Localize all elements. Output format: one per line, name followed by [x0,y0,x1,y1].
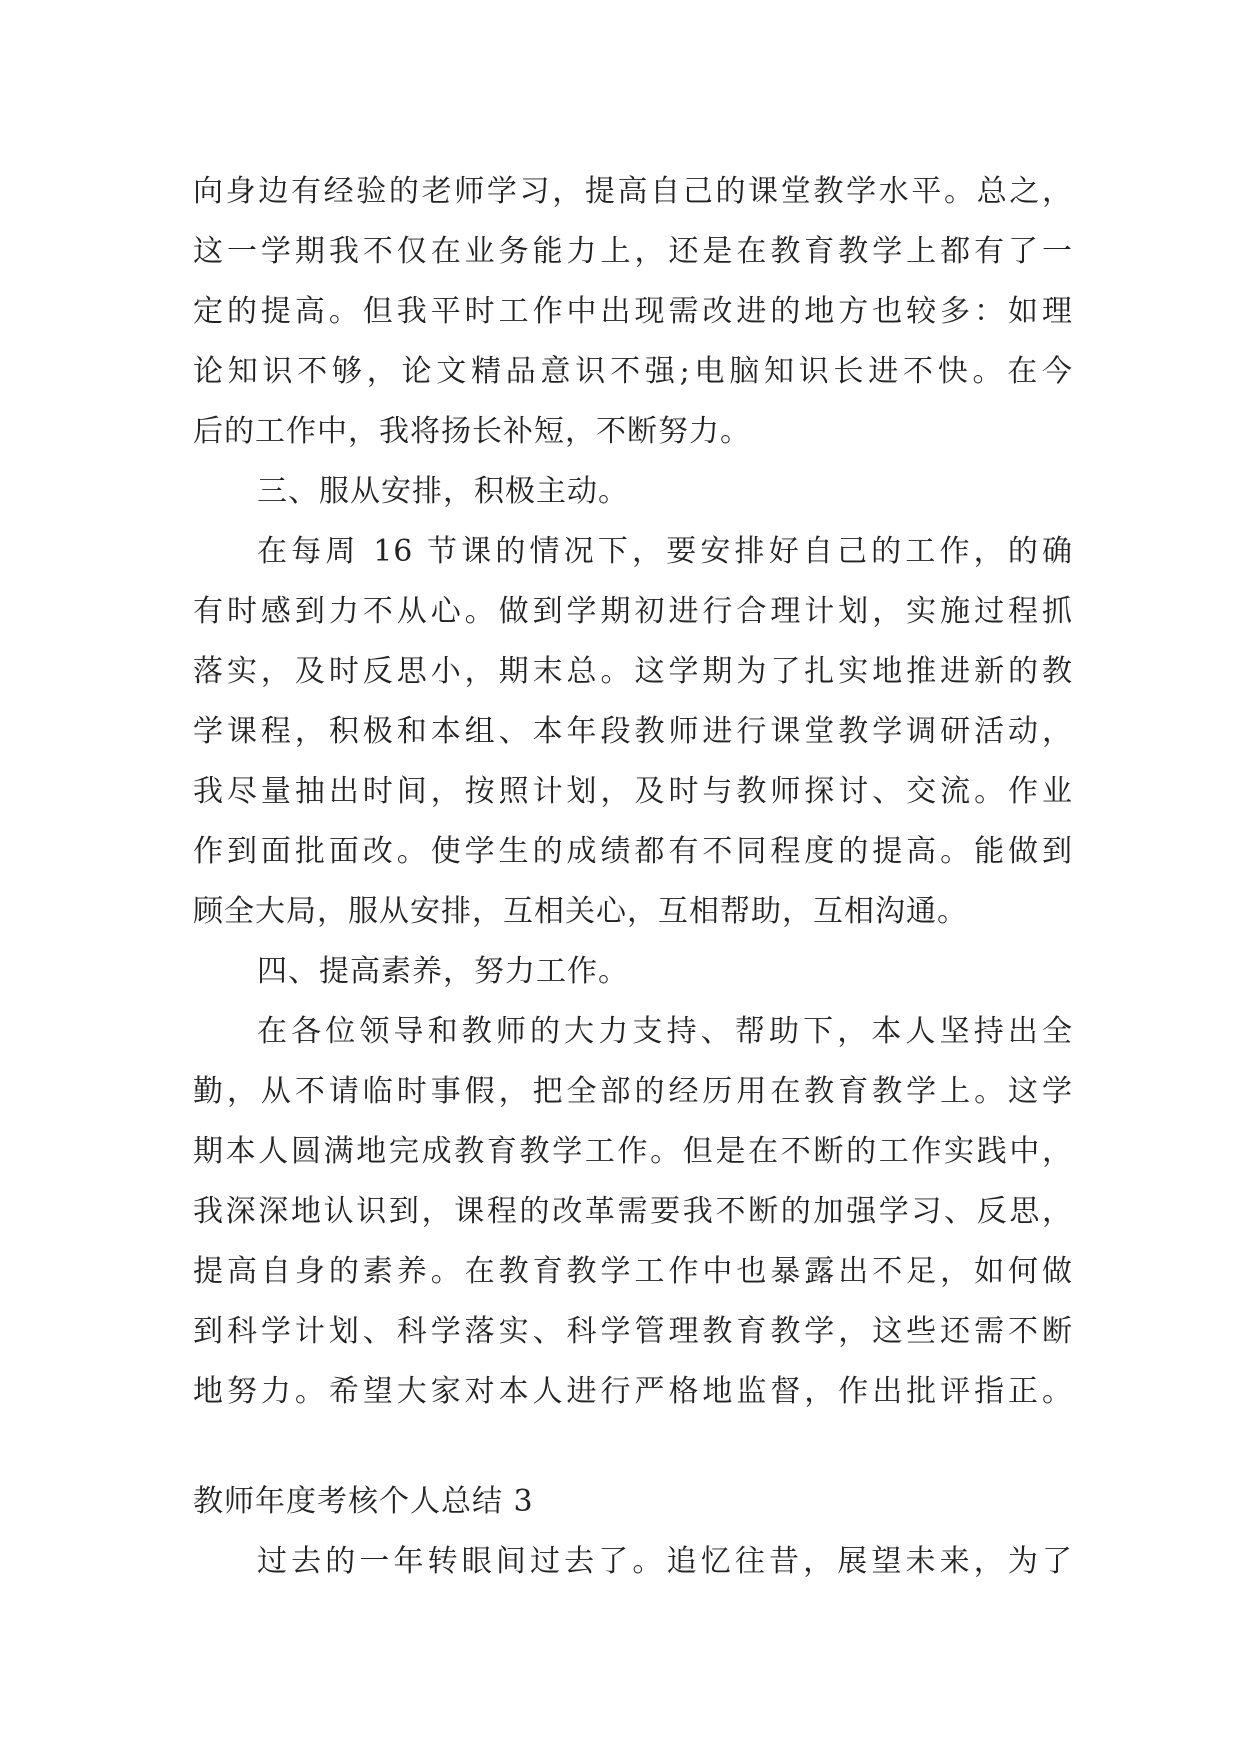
paragraph-line: 后的工作中，我将扬长补短，不断努力。 [193,414,751,449]
paragraph-line: 定的提高。但我平时工作中出现需改进的地方也较多：如理 [193,294,1073,329]
paragraph-line: 我尽量抽出时间，按照计划，及时与教师探讨、交流。作业 [193,774,1073,809]
paragraph-line: 提高自身的素养。在教育教学工作中也暴露出不足，如何做 [193,1254,1073,1289]
paragraph-line: 在各位领导和教师的大力支持、帮助下，本人坚持出全 [257,1014,1073,1049]
section-heading: 三、服从安排，积极主动。 [257,474,629,509]
paragraph-line: 落实，及时反思小，期末总。这学期为了扎实地推进新的教 [193,654,1073,689]
paragraph-line: 论知识不够，论文精品意识不强;电脑知识长进不快。在今 [193,354,1073,389]
paragraph-line: 顾全大局，服从安排，互相关心，互相帮助，互相沟通。 [193,894,968,929]
paragraph-line: 勤，从不请临时事假，把全部的经历用在教育教学上。这学 [193,1074,1073,1109]
paragraph-line: 到科学计划、科学落实、科学管理教育教学，这些还需不断 [193,1314,1073,1349]
section-heading: 四、提高素养，努力工作。 [257,954,629,989]
paragraph-line: 学课程，积极和本组、本年段教师进行课堂教学调研活动， [193,714,1073,749]
paragraph-line: 期本人圆满地完成教育教学工作。但是在不断的工作实践中， [193,1134,1073,1169]
paragraph-line: 向身边有经验的老师学习，提高自己的课堂教学水平。总之， [193,174,1073,209]
paragraph-line: 这一学期我不仅在业务能力上，还是在教育教学上都有了一 [193,234,1073,269]
paragraph-line: 我深深地认识到，课程的改革需要我不断的加强学习、反思， [193,1194,1073,1229]
paragraph-line: 作到面批面改。使学生的成绩都有不同程度的提高。能做到 [193,834,1073,869]
article-title: 教师年度考核个人总结 3 [193,1484,534,1519]
paragraph-line: 过去的一年转眼间过去了。追忆往昔，展望未来，为了 [257,1544,1073,1579]
paragraph-line: 在每周 16 节课的情况下，要安排好自己的工作，的确 [257,534,1073,569]
paragraph-line: 有时感到力不从心。做到学期初进行合理计划，实施过程抓 [193,594,1073,629]
paragraph-line: 地努力。希望大家对本人进行严格地监督，作出批评指正。 [193,1374,1073,1409]
